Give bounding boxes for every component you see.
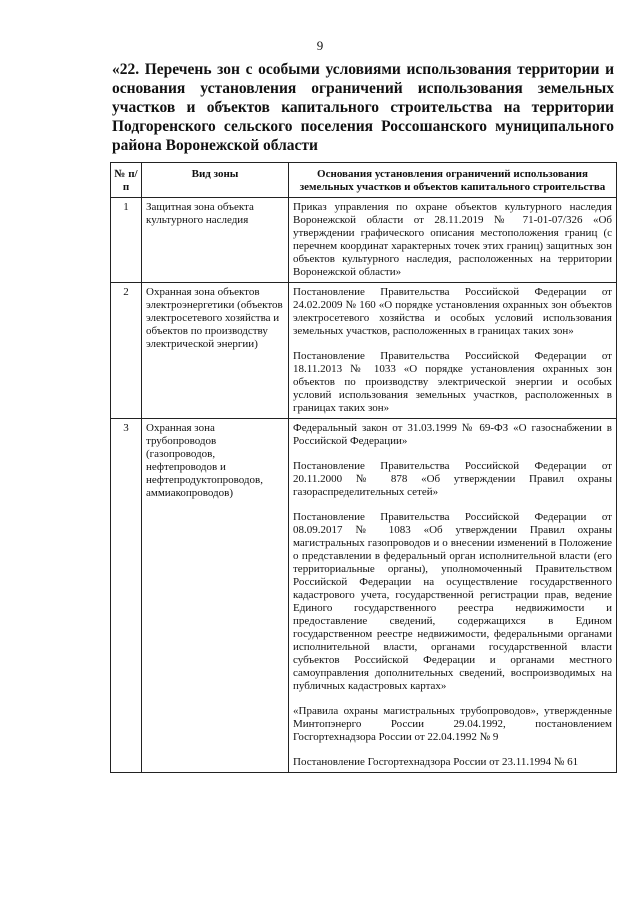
basis-paragraph: Постановление Правительства Российской Федерации от 18.11.2013 № 1033 «О порядке установления охранных зон объектов по производству электрической энергии и особых условий использования земельных участков, расположенных в границах таких зон» [293, 350, 612, 414]
basis-paragraph: Приказ управления по охране объектов культурного наследия Воронежской области от 28.11.2019 № 71-01-07/326 «Об утверждении графического описания местоположения границ (с перечнем координат характерных точек этих границ) защитных зон объектов культурного наследия, расположенных на территории Воронежской области» [293, 201, 612, 278]
basis-paragraph: Постановление Правительства Российской Федерации от 08.09.2017 № 1083 «Об утверждении Правил охраны магистральных газопроводов и о внесении изменений в Положение о представлении в федеральный орган исполнительной власти (его территориальные органы), уполномоченный Правительством Российской Федерации на осуществление государственного кадастрового учета, государственной регистрации прав, ведение Единого государственного реестра недвижимости и предоставление сведений, содержащихся в Едином государственном реестре недвижимости, федеральными органами исполнительной власти, органами государственной власти субъектов Российской Федерации и органами местного самоуправления дополнительных сведений, воспроизводимых на публичных кадастровых картах» [293, 511, 612, 692]
row-number: 3 [111, 419, 142, 773]
basis-paragraph: Федеральный закон от 31.03.1999 № 69-ФЗ «О газоснабжении в Российской Федерации» [293, 422, 612, 447]
row-number: 1 [111, 198, 142, 283]
basis-paragraph: Постановление Правительства Российской Федерации от 24.02.2009 № 160 «О порядке установления охранных зон объектов электросетевого хозяйства и особых условий использования земельных участков, расположенных в границах таких зон» [293, 286, 612, 337]
header-zone-type: Вид зоны [142, 163, 289, 198]
basis-paragraph: Постановление Правительства Российской Федерации от 20.11.2000 № 878 «Об утверждении Правил охраны газораспределительных сетей» [293, 460, 612, 498]
basis-paragraph: «Правила охраны магистральных трубопроводов», утвержденные Минтопэнерго России 29.04.1992, постановлением Госгортехнадзора России от 22.04.1992 № 9 [293, 705, 612, 743]
document-title: «22. Перечень зон с особыми условиями использования территории и основания установления ограничений использования земельных участков и объектов капитального строительства на территории Подгоренского сельского поселения Россошанского муниципального района Воронежской области [112, 61, 614, 154]
table-header-row [111, 163, 617, 198]
zone-type: Охранная зона объектов электроэнергетики (объектов электросетевого хозяйства и объектов по производству электрической энергии) [142, 283, 289, 419]
header-basis: Основания установления ограничений использования земельных участков и объектов капитального строительства [289, 163, 617, 198]
zone-basis [289, 283, 617, 419]
header-num: № п/п [111, 163, 142, 198]
basis-paragraph: Постановление Госгортехнадзора России от 23.11.1994 № 61 [293, 756, 579, 768]
zone-basis [289, 198, 617, 283]
zones-table [110, 162, 617, 773]
zone-basis [289, 419, 617, 773]
row-number: 2 [111, 283, 142, 419]
zone-type: Охранная зона трубопроводов (газопроводов, нефтепроводов и нефтепродуктопроводов, аммиакопроводов) [142, 419, 289, 773]
zone-type: Защитная зона объекта культурного наследия [142, 198, 289, 283]
table-row [111, 419, 617, 773]
page-number: 9 [316, 38, 324, 53]
table-row [111, 198, 617, 283]
table-row [111, 283, 617, 419]
